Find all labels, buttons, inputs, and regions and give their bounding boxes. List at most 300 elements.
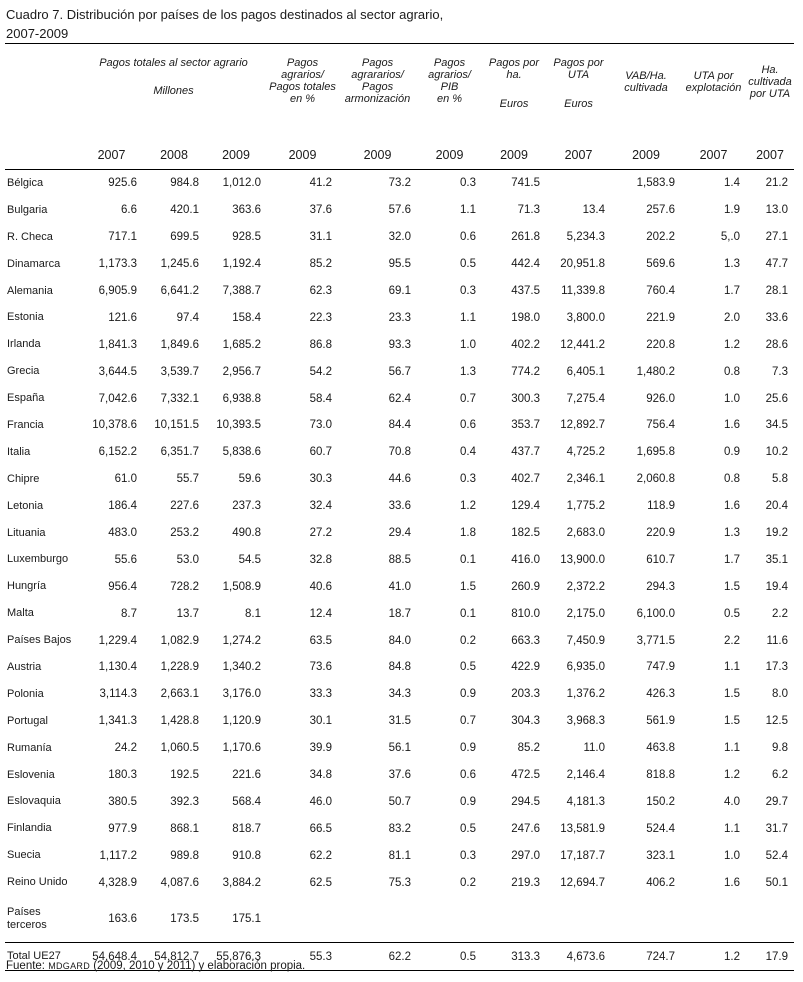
value-cell: 380.5	[108, 795, 137, 808]
country-name: Países Bajos	[7, 634, 72, 647]
table-row	[5, 842, 794, 869]
value-cell: 88.5	[388, 553, 411, 566]
value-cell: 29.4	[388, 527, 411, 540]
country-name: Austria	[7, 660, 42, 673]
payments-table	[5, 43, 794, 971]
value-cell: 13.0	[765, 204, 788, 217]
value-cell: 56.1	[388, 742, 411, 755]
value-cell: 24.2	[114, 742, 137, 755]
value-cell	[546, 896, 611, 943]
table-row	[5, 869, 794, 896]
value-cell: 17.3	[765, 661, 788, 674]
value-cell: 19.4	[765, 580, 788, 593]
header-text: armonización	[344, 93, 411, 105]
value-cell: 33.6	[765, 311, 788, 324]
value-cell: 437.7	[511, 446, 540, 459]
country-name: R. Checa	[7, 230, 53, 243]
value-cell: 1,480.2	[636, 365, 675, 378]
value-cell: 4,181.3	[566, 795, 605, 808]
value-cell: 60.7	[309, 446, 332, 459]
value-cell: 1.6	[724, 500, 740, 513]
value-cell: 2,346.1	[566, 473, 605, 486]
value-cell: 12,441.2	[560, 338, 605, 351]
years-row	[5, 140, 794, 170]
header-text: Pagos	[286, 57, 319, 69]
value-cell: 27.1	[765, 231, 788, 244]
value-cell: 0.3	[460, 177, 476, 190]
value-cell: 6,152.2	[98, 446, 137, 459]
value-cell: 17,187.7	[560, 849, 605, 862]
year-header: 2009	[482, 140, 546, 170]
year-header: 2009	[267, 140, 338, 170]
header-text: agrarios/	[281, 69, 324, 81]
value-cell: 253.2	[170, 527, 199, 540]
table-row	[5, 896, 794, 943]
value-cell: 85.2	[517, 742, 540, 755]
header-per-uta	[546, 44, 611, 141]
value-cell: 294.3	[646, 580, 675, 593]
value-cell	[611, 896, 681, 943]
value-cell: 1.1	[724, 822, 740, 835]
value-cell: 175.1	[232, 913, 261, 926]
value-cell: 6,405.1	[566, 365, 605, 378]
value-cell: 0.6	[460, 769, 476, 782]
value-cell: 756.4	[646, 419, 675, 432]
value-cell: 1.7	[724, 285, 740, 297]
value-cell: 237.3	[232, 500, 261, 513]
value-cell: 1,120.9	[222, 715, 261, 728]
header-text: Pagos totales	[269, 81, 336, 93]
value-cell: 1.1	[724, 742, 740, 755]
value-cell: 1.5	[460, 580, 476, 593]
value-cell: 0.1	[460, 553, 476, 566]
value-cell: 1.4	[724, 177, 740, 190]
value-cell: 1.5	[724, 688, 740, 701]
value-cell: 219.3	[511, 876, 540, 889]
table-row	[5, 815, 794, 842]
value-cell: 1.2	[724, 769, 740, 782]
value-cell: 2,956.7	[222, 365, 261, 378]
value-cell: 29.7	[765, 795, 788, 808]
value-cell: 12.4	[309, 607, 332, 620]
value-cell: 1.1	[460, 311, 476, 324]
value-cell: 182.5	[511, 527, 540, 540]
value-cell: 1.0	[460, 338, 476, 351]
country-name: España	[7, 392, 45, 405]
value-cell: 818.8	[646, 769, 675, 782]
value-cell: 20.4	[765, 500, 788, 513]
value-cell: 2,372.2	[566, 580, 605, 593]
value-cell: 402.2	[511, 338, 540, 351]
value-cell: 774.2	[511, 365, 540, 378]
value-cell: 221.6	[232, 769, 261, 782]
value-cell: 17.9	[746, 943, 794, 971]
table-row	[5, 197, 794, 224]
value-cell: 0.3	[460, 849, 476, 862]
value-cell: 1.3	[724, 527, 740, 540]
value-cell: 11,339.8	[561, 285, 605, 297]
year-header: 2007	[80, 140, 143, 170]
country-name: Bulgaria	[7, 203, 48, 216]
value-cell: 37.6	[388, 769, 411, 782]
value-cell: 6,641.2	[160, 285, 199, 297]
header-text: Pagos	[361, 57, 394, 69]
value-cell: 0.5	[460, 661, 476, 674]
value-cell: 1.1	[724, 661, 740, 674]
value-cell: 73.0	[309, 419, 332, 432]
value-cell: 19.2	[765, 527, 788, 540]
value-cell: 12.5	[765, 715, 788, 728]
value-cell: 31.5	[388, 715, 411, 728]
value-cell: 85.2	[309, 258, 332, 271]
value-cell: 180.3	[108, 769, 137, 782]
value-cell: 220.8	[646, 338, 675, 351]
value-cell: 7,332.1	[160, 392, 199, 405]
table-row	[5, 439, 794, 466]
value-cell: 490.8	[232, 527, 261, 540]
header-text: cultivada	[624, 82, 668, 94]
country-name: Dinamarca	[7, 257, 61, 270]
value-cell: 1,340.2	[222, 661, 261, 674]
header-text: Pagos	[361, 81, 394, 93]
value-cell	[417, 896, 482, 943]
value-cell: 84.4	[388, 419, 411, 432]
value-cell: 3,644.5	[98, 365, 137, 378]
value-cell: 20,951.8	[560, 258, 605, 271]
value-cell: 4,673.6	[546, 943, 611, 971]
value-cell: 5.8	[772, 473, 788, 486]
value-cell: 84.0	[388, 634, 411, 647]
header-text: Pagos por	[488, 57, 540, 69]
value-cell: 416.0	[511, 553, 540, 566]
year-header: 2007	[746, 140, 794, 170]
value-cell: 83.2	[388, 822, 411, 835]
value-cell: 158.4	[232, 311, 261, 324]
value-cell: 260.9	[511, 580, 540, 593]
source-prefix: Fuente:	[6, 960, 49, 972]
value-cell: 163.6	[108, 913, 137, 926]
value-cell: 57.6	[388, 204, 411, 217]
value-cell: 977.9	[108, 822, 137, 835]
value-cell: 2,060.8	[636, 473, 675, 486]
value-cell: 25.6	[765, 392, 788, 405]
header-country	[5, 44, 80, 141]
header-text: explotación	[685, 82, 742, 94]
header-per-ha	[482, 44, 546, 141]
value-cell: 483.0	[108, 527, 137, 540]
value-cell: 7.3	[772, 365, 788, 378]
table-row	[5, 331, 794, 358]
table-row	[5, 762, 794, 789]
country-name: Rumanía	[7, 741, 52, 754]
value-cell: 300.3	[511, 392, 540, 405]
value-cell: 52.4	[765, 849, 788, 862]
value-cell: 4,725.2	[566, 446, 605, 459]
value-cell: 1.6	[724, 419, 740, 432]
value-cell: 363.6	[232, 204, 261, 217]
value-cell: 1,229.4	[98, 634, 137, 647]
value-cell: 1.7	[724, 553, 740, 566]
value-cell: 1,060.5	[160, 742, 199, 755]
value-cell: 54.5	[238, 553, 261, 566]
value-cell: 0.6	[460, 419, 476, 432]
value-cell: 31.7	[765, 822, 788, 835]
table-row	[5, 546, 794, 573]
value-cell: 58.4	[309, 392, 332, 405]
table-row	[5, 170, 794, 197]
value-cell: 663.3	[511, 634, 540, 647]
table-row	[5, 735, 794, 762]
country-name: Eslovaquia	[7, 795, 61, 808]
value-cell: 203.3	[511, 688, 540, 701]
header-pib	[417, 44, 482, 141]
value-cell: 420.1	[170, 204, 199, 217]
value-cell: 810.0	[511, 607, 540, 620]
value-cell: 118.9	[647, 500, 675, 513]
value-cell: 926.0	[646, 392, 675, 405]
country-name: Países terceros	[7, 906, 47, 932]
value-cell: 8.0	[772, 688, 788, 701]
value-cell: 2,663.1	[160, 688, 199, 701]
value-cell: 406.2	[646, 876, 675, 889]
value-cell: 10,151.5	[154, 419, 199, 432]
value-cell: 717.1	[108, 231, 137, 244]
value-cell: 28.1	[765, 285, 788, 297]
value-cell: 30.3	[309, 473, 332, 486]
value-cell: 3,771.5	[636, 634, 675, 647]
value-cell: 69.1	[388, 285, 411, 297]
source-abbr: MDGARD	[48, 961, 91, 971]
value-cell: 6.2	[772, 769, 788, 782]
value-cell: 868.1	[170, 822, 199, 835]
value-cell: 1.8	[460, 527, 476, 540]
value-cell: 3,539.7	[160, 365, 199, 378]
value-cell: 55.7	[176, 473, 199, 486]
value-cell: 1,274.2	[222, 634, 261, 647]
value-cell: 8.1	[245, 607, 261, 620]
value-cell: 27.2	[309, 527, 332, 540]
value-cell: 0.5	[460, 258, 476, 271]
value-cell: 747.9	[646, 661, 675, 674]
country-name: Chipre	[7, 472, 40, 485]
value-cell: 37.6	[309, 204, 332, 217]
value-cell: 5,838.6	[222, 446, 261, 459]
value-cell: 121.6	[108, 311, 137, 324]
country-name: Malta	[7, 607, 34, 620]
value-cell: 97.4	[176, 311, 199, 324]
year-header: 2007	[681, 140, 746, 170]
value-cell: 59.6	[238, 473, 261, 486]
value-cell: 6.6	[121, 204, 137, 217]
value-cell: 3,968.3	[566, 715, 605, 728]
header-text: por UTA	[749, 88, 791, 100]
header-row	[5, 44, 794, 141]
header-text: agrarios/	[428, 69, 471, 81]
value-cell: 2,175.0	[566, 607, 605, 620]
value-cell: 524.4	[646, 822, 675, 835]
header-vab	[611, 44, 681, 141]
value-cell: 925.6	[108, 177, 137, 190]
table-row	[5, 573, 794, 600]
header-text: agrararios/	[351, 69, 404, 81]
value-cell: 61.0	[114, 473, 137, 486]
header-text: Ha.	[761, 64, 779, 76]
value-cell: 39.9	[309, 742, 332, 755]
value-cell: 1,130.4	[98, 661, 137, 674]
caption-line-2: 2007-2009	[6, 26, 69, 41]
value-cell: 1,428.8	[160, 715, 199, 728]
value-cell: 202.2	[646, 231, 675, 244]
value-cell: 12,694.7	[560, 876, 605, 889]
table-caption	[6, 5, 443, 43]
value-cell: 472.5	[511, 769, 540, 782]
value-cell: 1.0	[724, 392, 740, 405]
value-cell: 11.6	[766, 634, 788, 647]
value-cell: 32.8	[309, 553, 332, 566]
header-ha-per-uta	[746, 44, 794, 141]
caption-line-1: Cuadro 7. Distribución por países de los pagos destinados al sector agrario,	[6, 7, 444, 22]
value-cell: 1,173.3	[98, 258, 137, 271]
value-cell: 1,508.9	[222, 580, 261, 593]
value-cell: 247.6	[511, 822, 540, 835]
country-name: Lituania	[7, 526, 46, 539]
header-uta-per-farm	[681, 44, 746, 141]
value-cell: 32.0	[388, 231, 411, 244]
value-cell: 1,082.9	[160, 634, 199, 647]
country-name: Grecia	[7, 365, 40, 378]
table-row	[5, 304, 794, 331]
value-cell: 261.8	[511, 231, 540, 244]
value-cell: 610.7	[646, 553, 675, 566]
value-cell: 2.2	[772, 607, 788, 620]
value-cell	[267, 896, 338, 943]
value-cell: 41.2	[309, 177, 332, 190]
value-cell: 55,876.3	[205, 943, 267, 971]
value-cell: 402.7	[511, 473, 540, 486]
header-unit: Euros	[499, 98, 529, 110]
value-cell: 0.2	[460, 634, 476, 647]
country-name: Reino Unido	[7, 876, 68, 889]
value-cell: 50.7	[388, 795, 411, 808]
value-cell: 741.5	[511, 177, 540, 190]
value-cell: 1.0	[724, 849, 740, 862]
value-cell: 2.0	[724, 311, 740, 324]
value-cell: 56.7	[388, 365, 411, 378]
value-cell: 0.8	[724, 473, 740, 486]
value-cell: 10.2	[765, 446, 788, 459]
country-name: Italia	[7, 445, 31, 458]
table-row	[5, 251, 794, 278]
value-cell: 28.6	[765, 338, 788, 351]
value-cell: 62.5	[309, 876, 332, 889]
value-cell: 55.3	[267, 943, 338, 971]
value-cell: 1.2	[724, 338, 740, 351]
value-cell	[482, 896, 546, 943]
country-name: Letonia	[7, 499, 44, 512]
value-cell: 304.3	[511, 715, 540, 728]
value-cell: 1.3	[460, 365, 476, 378]
value-cell: 956.4	[108, 580, 137, 593]
value-cell: 10,378.6	[92, 419, 137, 432]
value-cell: 129.4	[511, 500, 540, 513]
value-cell: 1.2	[681, 943, 746, 971]
value-cell: 0.1	[460, 607, 476, 620]
value-cell: 30.1	[309, 715, 332, 728]
value-cell: 227.6	[170, 500, 199, 513]
value-cell: 6,935.0	[566, 661, 605, 674]
value-cell: 18.7	[388, 607, 411, 620]
value-cell: 7,275.4	[566, 392, 605, 405]
header-text: en %	[289, 93, 316, 105]
value-cell: 1.1	[460, 204, 476, 217]
value-cell: 1.5	[724, 715, 740, 728]
value-cell: 568.4	[232, 795, 261, 808]
country-name: Eslovenia	[7, 768, 55, 781]
value-cell: 198.0	[511, 311, 540, 324]
table-row	[5, 412, 794, 439]
header-text: UTA	[567, 69, 590, 81]
value-cell: 6,938.8	[222, 392, 261, 405]
value-cell: 1.2	[460, 500, 476, 513]
value-cell: 70.8	[388, 446, 411, 459]
value-cell: 54,812.7	[143, 943, 205, 971]
value-cell	[546, 170, 611, 197]
header-text: Pagos por	[553, 57, 604, 69]
value-cell: 93.3	[388, 338, 411, 351]
country-name: Hungría	[7, 580, 47, 593]
value-cell: 21.2	[765, 177, 788, 190]
value-cell	[681, 896, 746, 943]
table-row	[5, 520, 794, 547]
value-cell: 4.0	[724, 795, 740, 808]
value-cell: 569.6	[646, 258, 675, 271]
table-row	[5, 708, 794, 735]
value-cell: 1,170.6	[222, 742, 261, 755]
table-row	[5, 681, 794, 708]
table-row	[5, 493, 794, 520]
value-cell: 297.0	[511, 849, 540, 862]
value-cell: 11.0	[583, 742, 605, 755]
value-cell: 22.3	[309, 311, 332, 324]
country-name: Portugal	[7, 714, 48, 727]
value-cell: 186.4	[108, 500, 137, 513]
value-cell: 1,376.2	[566, 688, 605, 701]
value-cell: 13,900.0	[560, 553, 605, 566]
value-cell: 1,117.2	[99, 849, 137, 862]
value-cell: 46.0	[309, 795, 332, 808]
value-cell: 53.0	[176, 553, 199, 566]
value-cell: 0.4	[460, 446, 476, 459]
value-cell: 33.6	[388, 500, 411, 513]
value-cell: 5,234.3	[566, 231, 605, 244]
table-row	[5, 224, 794, 251]
country-name: Francia	[7, 418, 44, 431]
value-cell: 1,192.4	[222, 258, 261, 271]
value-cell: 9.8	[772, 742, 788, 755]
country-name: Luxemburgo	[7, 553, 69, 566]
source-note	[6, 960, 305, 972]
value-cell: 35.1	[765, 553, 788, 566]
value-cell: 426.3	[646, 688, 675, 701]
country-name: Estonia	[7, 311, 44, 324]
table-row	[5, 358, 794, 385]
value-cell: 54,648.4	[80, 943, 143, 971]
value-cell: 3,800.0	[566, 311, 605, 324]
value-cell: 313.3	[482, 943, 546, 971]
value-cell: 1.5	[724, 580, 740, 593]
value-cell: 984.8	[170, 177, 199, 190]
value-cell: 437.5	[511, 285, 540, 297]
